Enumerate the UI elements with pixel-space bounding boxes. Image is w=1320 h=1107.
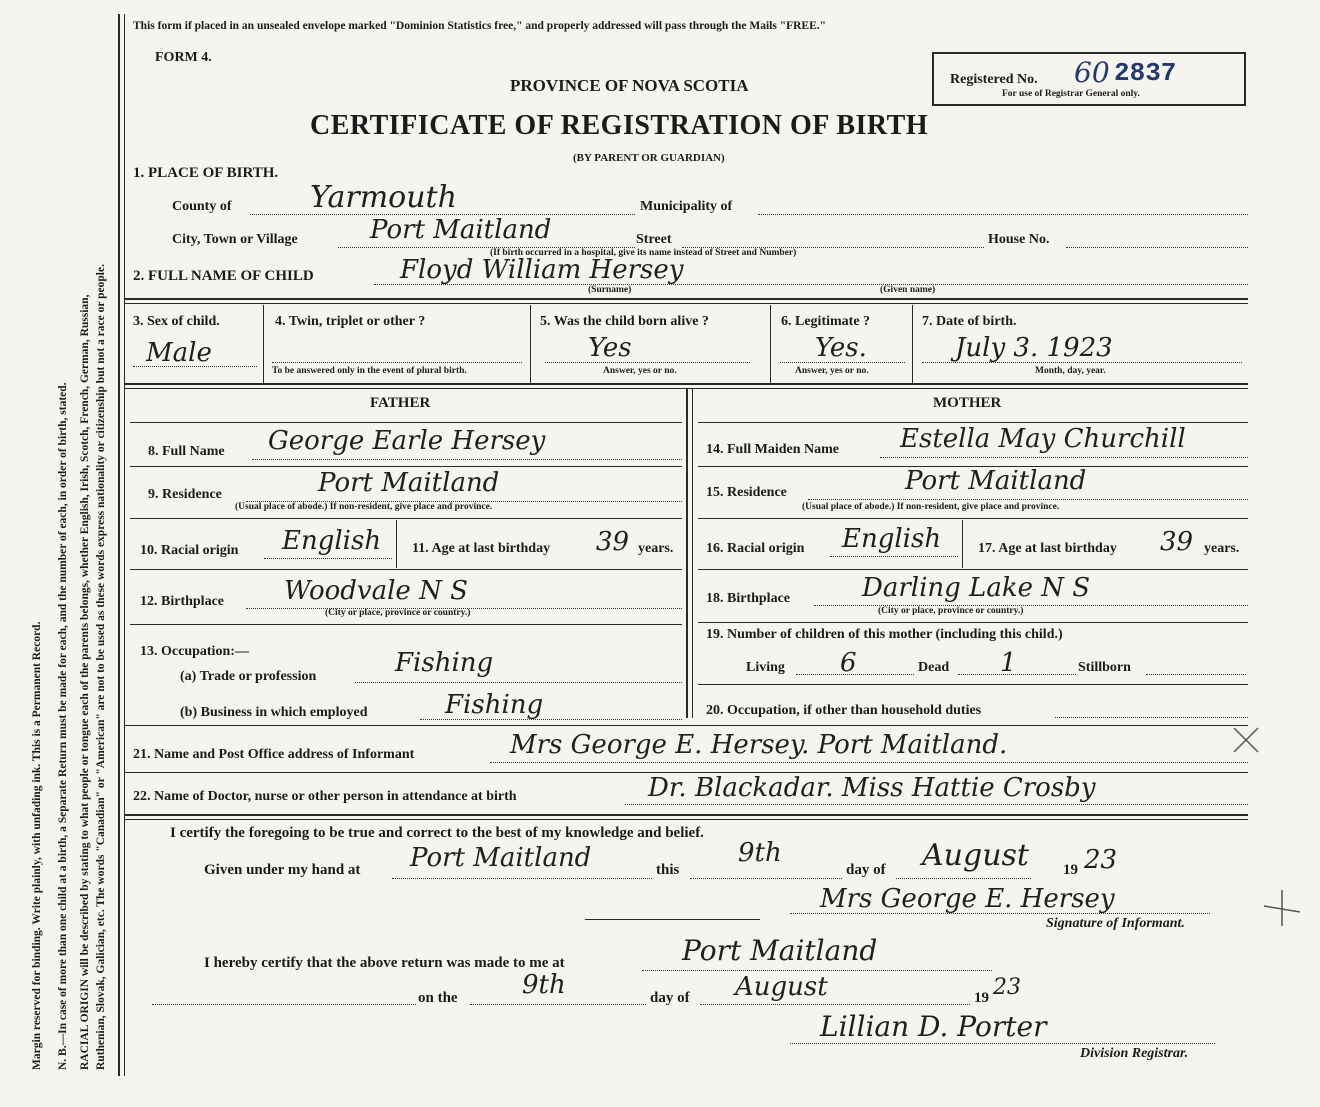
county-label: County of	[172, 199, 232, 214]
page-subtitle: (BY PARENT OR GUARDIAN)	[573, 152, 725, 164]
father-row-line-2	[130, 518, 682, 519]
father-race-line	[264, 558, 392, 559]
mother-birthplace-note: (City or place, province or country.)	[878, 606, 1024, 616]
child-name-label: 2. FULL NAME OF CHILD	[133, 268, 314, 284]
legitimate-note: Answer, yes or no.	[795, 366, 869, 376]
father-row-line-4	[130, 624, 682, 625]
twin-note: To be answered only in the event of plural birth.	[272, 366, 467, 376]
divider-5	[125, 814, 1248, 816]
children-label: 19. Number of children of this mother (including this child.)	[706, 627, 1063, 642]
given-place-value: Port Maitland	[410, 843, 592, 873]
given-year-value: 23	[1084, 845, 1118, 875]
alive-value: Yes	[588, 333, 632, 363]
registrar-month-line	[700, 1004, 970, 1005]
father-residence-label: 9. Residence	[148, 487, 222, 502]
informant-line	[490, 762, 1248, 763]
on-the-label: on the	[418, 990, 458, 1006]
sex-label: 3. Sex of child.	[133, 314, 220, 329]
registrar-month-value: August	[735, 972, 828, 1002]
trade-line	[355, 682, 682, 683]
margin-note-multiple-births: N. B.—In case of more than one child at a birth, a Separate Return must be made for each, and the number of each, in order of birth, stated.	[57, 382, 69, 1070]
divider-2	[125, 383, 1248, 385]
blank-signature-line	[585, 919, 760, 920]
doctor-label: 22. Name of Doctor, nurse or other person in attendance at birth	[133, 789, 517, 804]
check-mark-signature	[1262, 888, 1302, 928]
father-name-value: George Earle Hersey	[268, 426, 546, 456]
city-label: City, Town or Village	[172, 232, 298, 247]
divider-3	[125, 725, 1248, 726]
father-age-value: 39	[596, 527, 630, 557]
father-race-label: 10. Racial origin	[140, 543, 239, 558]
registrar-date-leading-line	[152, 1004, 416, 1005]
mother-residence-value: Port Maitland	[905, 466, 1087, 496]
check-mark-informant	[1228, 722, 1264, 758]
registrar-year-prefix: 19	[974, 990, 989, 1006]
mother-race-label: 16. Racial origin	[706, 541, 805, 556]
col-divider-d	[912, 305, 913, 383]
mother-occupation-label: 20. Occupation, if other than household duties	[706, 703, 982, 718]
mother-residence-line	[808, 499, 1248, 500]
county-value: Yarmouth	[310, 180, 457, 215]
divider-5b	[125, 819, 1248, 820]
col-divider-c	[770, 305, 771, 383]
father-residence-value: Port Maitland	[318, 468, 500, 498]
signature-of-informant-label: Signature of Informant.	[1046, 916, 1185, 931]
mother-name-label: 14. Full Maiden Name	[706, 442, 839, 457]
mother-age-value: 39	[1160, 527, 1194, 557]
given-month-value: August	[922, 838, 1029, 873]
margin-note-racial-origin: RACIAL ORIGIN will be described by stating to what people or tongue each of the parents belongs, whether English, Irish, Scotch, French, German, Russian,	[79, 294, 91, 1070]
mother-name-value: Estella May Churchill	[900, 424, 1186, 454]
alive-line	[545, 362, 750, 363]
registrar-day-line	[470, 1004, 646, 1005]
day-of-label: day of	[846, 862, 886, 878]
registrar-day-of-label: day of	[650, 990, 690, 1006]
twin-label: 4. Twin, triplet or other ?	[275, 314, 426, 329]
year-prefix: 19	[1063, 862, 1078, 878]
mother-row-line-5	[698, 684, 1248, 685]
trade-label: (a) Trade or profession	[180, 669, 317, 684]
father-race-divider	[396, 520, 397, 568]
dob-line	[922, 362, 1242, 363]
registrar-statement: I hereby certify that the above return was made to me at	[204, 955, 565, 971]
registrar-year-value: 23	[993, 975, 1021, 1000]
street-label: Street	[636, 232, 672, 247]
mother-row-line-3	[698, 569, 1248, 570]
margin-note-binding: Margin reserved for binding. Write plainly, with unfading ink. This is a Permanent Record.	[31, 621, 43, 1070]
city-value: Port Maitland	[370, 215, 552, 245]
father-birthplace-value: Woodvale N S	[284, 576, 468, 606]
street-note: (If birth occurred in a hospital, give its name instead of Street and Number)	[490, 248, 797, 258]
father-heading: FATHER	[370, 395, 431, 411]
mother-occupation-line	[1055, 717, 1248, 718]
mail-notice: This form if placed in an unsealed envelope marked "Dominion Statistics free," and properly addressed will pass through the Mails "FREE."	[133, 20, 827, 32]
given-label: Given under my hand at	[204, 862, 361, 878]
registrar-place-value: Port Maitland	[682, 934, 878, 967]
dead-value: 1	[1000, 648, 1017, 678]
mother-age-label: 17. Age at last birthday	[978, 541, 1117, 556]
province-heading: PROVINCE OF NOVA SCOTIA	[510, 76, 749, 95]
house-line	[1066, 247, 1248, 248]
living-value: 6	[840, 648, 857, 678]
informant-signature: Mrs George E. Hersey	[820, 884, 1115, 914]
twin-line	[272, 362, 522, 363]
division-registrar-label: Division Registrar.	[1080, 1046, 1189, 1061]
dead-line	[958, 674, 1076, 675]
stillborn-line	[1146, 674, 1246, 675]
given-place-line	[392, 878, 652, 879]
mother-race-value: English	[842, 524, 942, 554]
legitimate-value: Yes.	[815, 333, 867, 363]
father-abode-note: (Usual place of abode.) If non-resident, give place and province.	[235, 502, 493, 512]
legitimate-label: 6. Legitimate ?	[781, 314, 871, 329]
mother-race-line	[830, 556, 958, 557]
mother-heading: MOTHER	[933, 395, 1002, 411]
child-name-value: Floyd William Hersey	[400, 255, 684, 285]
mother-row-line-2	[698, 518, 1248, 519]
father-row-line-1	[130, 466, 682, 467]
surname-note: (Surname)	[588, 285, 632, 295]
registrar-note: For use of Registrar General only.	[1002, 89, 1140, 99]
month-line	[896, 878, 1031, 879]
left-border-line-inner	[124, 14, 125, 1076]
informant-value: Mrs George E. Hersey. Port Maitland.	[510, 730, 1008, 760]
mother-row-line-4	[698, 622, 1248, 623]
business-label: (b) Business in which employed	[180, 705, 368, 720]
registrar-signature-line	[790, 1043, 1215, 1044]
form-number: FORM 4.	[155, 50, 212, 65]
alive-note: Answer, yes or no.	[603, 366, 677, 376]
mother-name-line	[880, 457, 1248, 458]
sex-value: Male	[146, 338, 212, 368]
given-name-note: (Given name)	[880, 285, 936, 295]
dob-value: July 3. 1923	[955, 333, 1113, 363]
registrar-place-line	[642, 970, 992, 971]
occupation-label: 13. Occupation:—	[140, 644, 249, 659]
margin-notes	[22, 10, 118, 1080]
registrar-day-value: 9th	[522, 970, 566, 1000]
registered-number-stamp: 2837	[1114, 58, 1177, 88]
registered-label: Registered No.	[950, 72, 1038, 87]
mother-birthplace-value: Darling Lake N S	[862, 573, 1091, 603]
municipality-line	[758, 214, 1248, 215]
father-years: years.	[638, 541, 674, 556]
mother-birthplace-label: 18. Birthplace	[706, 591, 790, 606]
house-label: House No.	[988, 232, 1050, 247]
dob-label: 7. Date of birth.	[922, 314, 1017, 329]
business-value: Fishing	[445, 690, 544, 720]
informant-label: 21. Name and Post Office address of Informant	[133, 747, 415, 762]
dob-note: Month, day, year.	[1035, 366, 1106, 376]
dead-label: Dead	[918, 660, 950, 675]
father-row-line-3	[130, 569, 682, 570]
mother-abode-note: (Usual place of abode.) If non-resident, give place and province.	[802, 502, 1060, 512]
doctor-line	[625, 804, 1248, 805]
mother-heading-line	[698, 422, 1248, 423]
registered-number-handwritten: 60	[1074, 56, 1110, 89]
this-day-line	[690, 878, 842, 879]
legitimate-line	[780, 362, 905, 363]
trade-value: Fishing	[395, 648, 494, 678]
given-day-value: 9th	[738, 838, 782, 868]
father-age-label: 11. Age at last birthday	[412, 541, 551, 556]
margin-note-nationality: Ruthenian, Slovak, Galician, etc. The words "Canadian" or "American" are not to be used as these words express nationality or citizenship but not a race or people.	[95, 264, 107, 1070]
divider-1	[125, 298, 1248, 300]
father-birthplace-label: 12. Birthplace	[140, 594, 224, 609]
sex-line	[133, 366, 257, 367]
father-birthplace-note: (City or place, province or country.)	[325, 608, 471, 618]
father-name-line	[252, 459, 682, 460]
mother-years: years.	[1204, 541, 1240, 556]
divider-1b	[125, 303, 1248, 304]
stillborn-label: Stillborn	[1078, 660, 1131, 675]
mother-residence-label: 15. Residence	[706, 485, 787, 500]
doctor-value: Dr. Blackadar. Miss Hattie Crosby	[648, 773, 1096, 803]
col-divider-a	[263, 305, 264, 383]
mother-race-divider	[962, 520, 963, 568]
father-race-value: English	[282, 526, 382, 556]
living-label: Living	[746, 660, 785, 675]
registrar-signature: Lillian D. Porter	[820, 1010, 1047, 1043]
this-label: this	[656, 862, 680, 878]
place-of-birth-heading: 1. PLACE OF BIRTH.	[133, 165, 279, 181]
col-divider-b	[530, 305, 531, 383]
parents-divider-b	[692, 388, 693, 718]
certify-statement: I certify the foregoing to be true and correct to the best of my knowledge and belief.	[170, 825, 704, 841]
page-title: CERTIFICATE OF REGISTRATION OF BIRTH	[310, 110, 929, 141]
father-name-label: 8. Full Name	[148, 444, 225, 459]
father-heading-line	[130, 422, 682, 423]
parents-divider	[686, 388, 688, 718]
registration-box	[932, 52, 1246, 106]
left-border-line	[118, 14, 120, 1076]
alive-label: 5. Was the child born alive ?	[540, 314, 709, 329]
municipality-label: Municipality of	[640, 199, 733, 214]
informant-signature-line	[790, 913, 1210, 914]
